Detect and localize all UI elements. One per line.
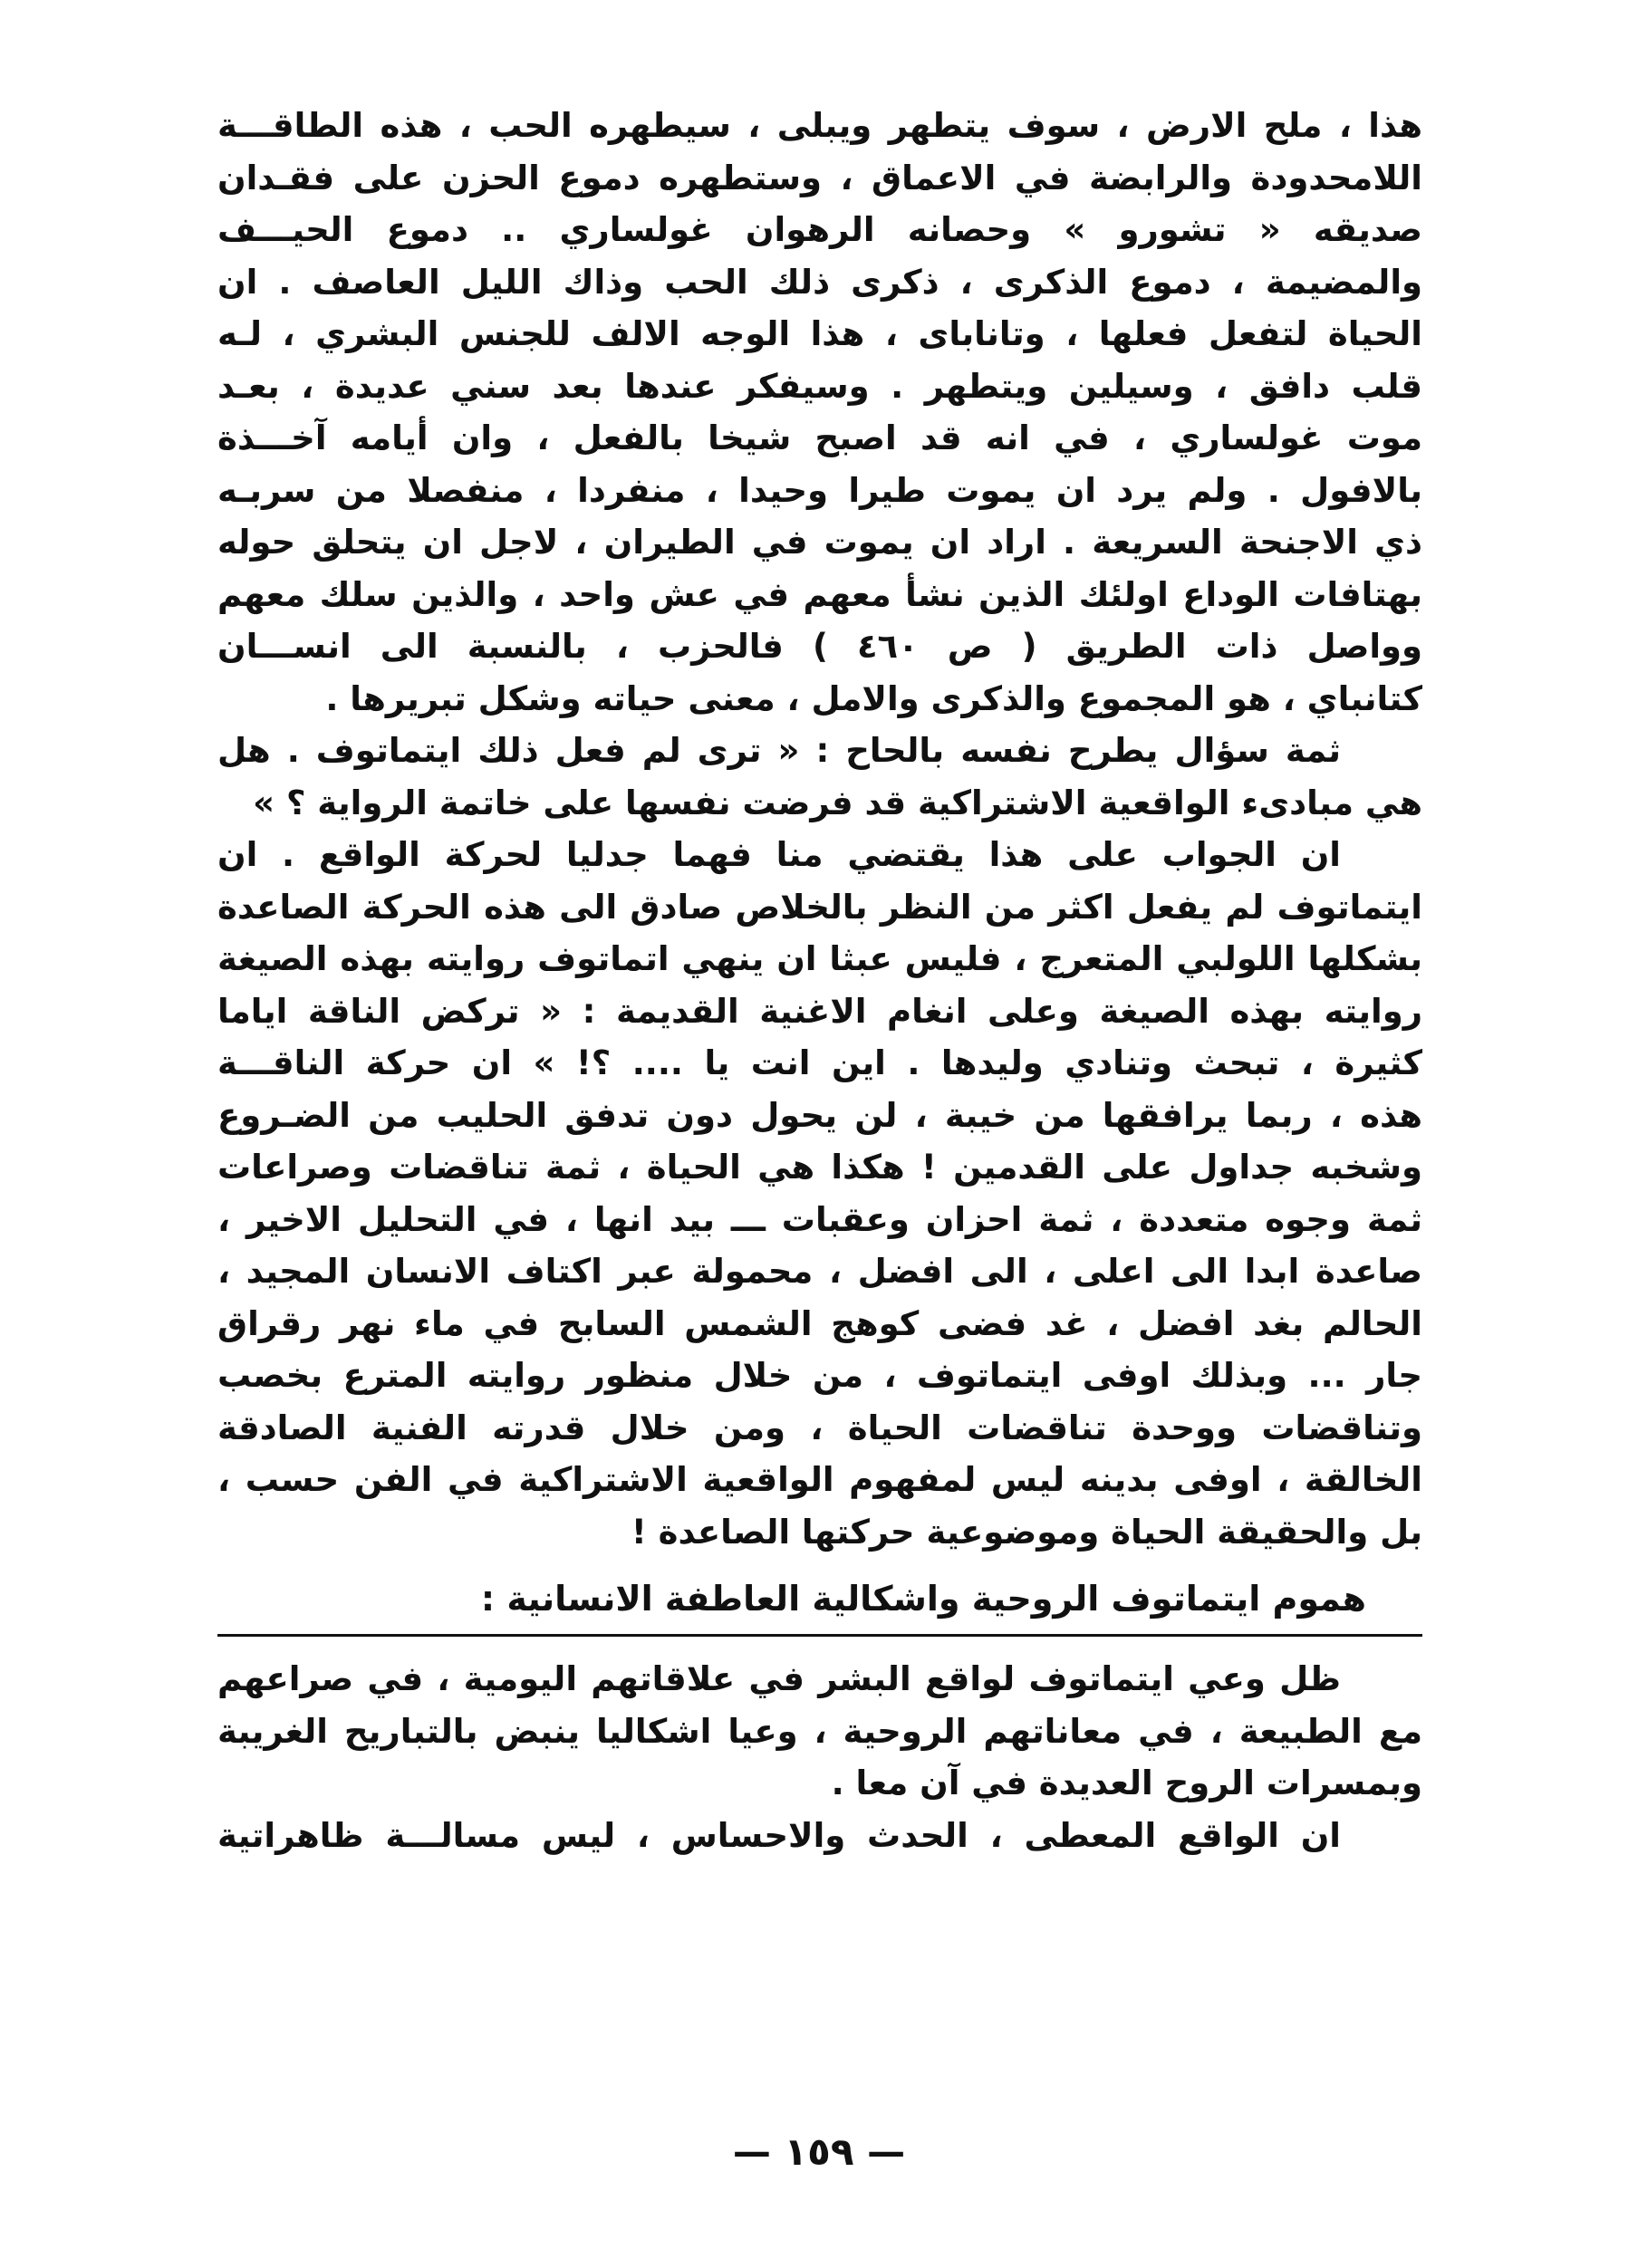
text-line: صديقه « تشورو » وحصانه الرهوان غولساري .. دموع الحيـــف [217,210,1422,249]
page-number: — ١٥٩ — [732,2129,906,2174]
text-line: هذه ، ربما يرافقها من خيبة ، لن يحول دون تدفق الحليب من الضـروع [217,1095,1422,1135]
text-line: جار ... وبذلك اوفى ايتماتوف ، من خلال منظور روايته المترع بخصب [217,1356,1422,1395]
text-line: ظل وعي ايتماتوف لواقع البشر في علاقاتهم اليومية ، في صراعهم [217,1659,1341,1698]
text-line: صاعدة ابدا الى اعلى ، الى افضل ، محمولة عبر اكتاف الانسان المجيد ، [217,1252,1422,1291]
paragraph-1 [217,100,1422,725]
text-line: الحياة لتفعل فعلها ، وتانابای ، هذا الوجه الالف للجنس البشري ، لـه [217,314,1422,353]
text-line: كتانباي ، هو المجموع والذكرى والامل ، معنى حياته وشكل تبريرها . [325,678,1422,718]
text-line: كثيرة ، تبحث وتنادي وليدها . اين انت يا .... ؟! » ان حركة الناقـــة [217,1043,1422,1082]
text-line: ثمة سؤال يطرح نفسه بالحاح : « ترى لم فعل ذلك ايتماتوف . هل [217,731,1341,770]
text-line: بهتافات الوداع اولئك الذين نشأ معهم في عش واحد ، والذين سلك معهم [217,574,1422,614]
text-line: الحالم بغد افضل ، غد فضى كوهج الشمس السابح في ماء نهر رقراق [217,1303,1422,1343]
text-line: وتناقضات ووحدة تناقضات الحياة ، ومن خلال قدرته الفنية الصادقة [217,1408,1422,1447]
text-line: موت غولساري ، في انه قد اصبح شيخا بالفعل ، وان أيامه آخـــذة [217,418,1422,457]
text-line: بل والحقيقة الحياة وموضوعية حركتها الصاعدة ! [631,1512,1422,1552]
text-line: روايته بهذه الصيغة وعلى انغام الاغنية القديمة : « تركض الناقة اياما [217,991,1422,1031]
text-line: ايتماتوف لم يفعل اكثر من النظر بالخلاص صادق الى هذه الحركة الصاعدة [217,887,1422,927]
text-line: ان الواقع المعطى ، الحدث والاحساس ، ليس مسالـــة ظاهراتية [217,1815,1341,1855]
text-line: وواصل ذات الطريق ( ص ٤٦٠ ) فالحزب ، بالنسبة الى انســـان [217,627,1422,666]
text-line: هذا ، ملح الارض ، سوف يتطهر ويبلى ، سيطهره الحب ، هذه الطاقـــة [217,106,1422,145]
text-line: وبمسرات الروح العديدة في آن معا . [831,1763,1422,1802]
text-line: والمضيمة ، دموع الذكرى ، ذكرى ذلك الحب وذاك الليل العاصف . ان [217,262,1422,302]
text-line: ذي الاجنحة السريعة . اراد ان يموت في الطيران ، لاجل ان يتحلق حوله [217,523,1422,562]
heading-divider [217,1634,1422,1637]
text-line: بشكلها اللولبي المتعرج ، فليس عبثا ان ينهي اتماتوف روايته بهذه الصيغة [217,939,1422,978]
text-line: اللامحدودة والرابضة في الاعماق ، وستطهره دموع الحزن على فقـدان [217,158,1422,197]
text-line: مع الطبيعة ، في معاناتهم الروحية ، وعيا اشكاليا ينبض بالتباريح الغريبة [217,1711,1422,1751]
paragraph-3 [217,1653,1422,1861]
text-line: ان الجواب على هذا يقتضي منا فهما جدليا لحركة الواقع . ان [217,835,1341,874]
text-line: هي مبادىء الواقعية الاشتراكية قد فرضت نفسها على خاتمة الرواية ؟ » [253,783,1422,822]
text-line: ثمة وجوه متعددة ، ثمة احزان وعقبات ـــ بيد انها ، في التحليل الاخير ، [217,1199,1422,1239]
text-line: وشخبه جداول على القدمين ! هكذا هي الحياة ، ثمة تناقضات وصراعات [217,1148,1422,1187]
paragraph-2 [217,725,1422,1558]
document-page [217,100,1422,2183]
section-heading: هموم ايتماتوف الروحية واشكالية العاطفة الانسانية : [480,1579,1366,1619]
text-line: بالافول . ولم يرد ان يموت طيرا وحيدا ، منفردا ، منفصلا من سربـه [217,470,1422,510]
text-line: الخالقة ، اوفى بدينه ليس لمفهوم الواقعية الاشتراكية في الفن حسب ، [217,1460,1422,1499]
text-line: قلب دافق ، وسيلين ويتطهر . وسيفكر عندها بعد سني عديدة ، بعـد [217,366,1422,406]
